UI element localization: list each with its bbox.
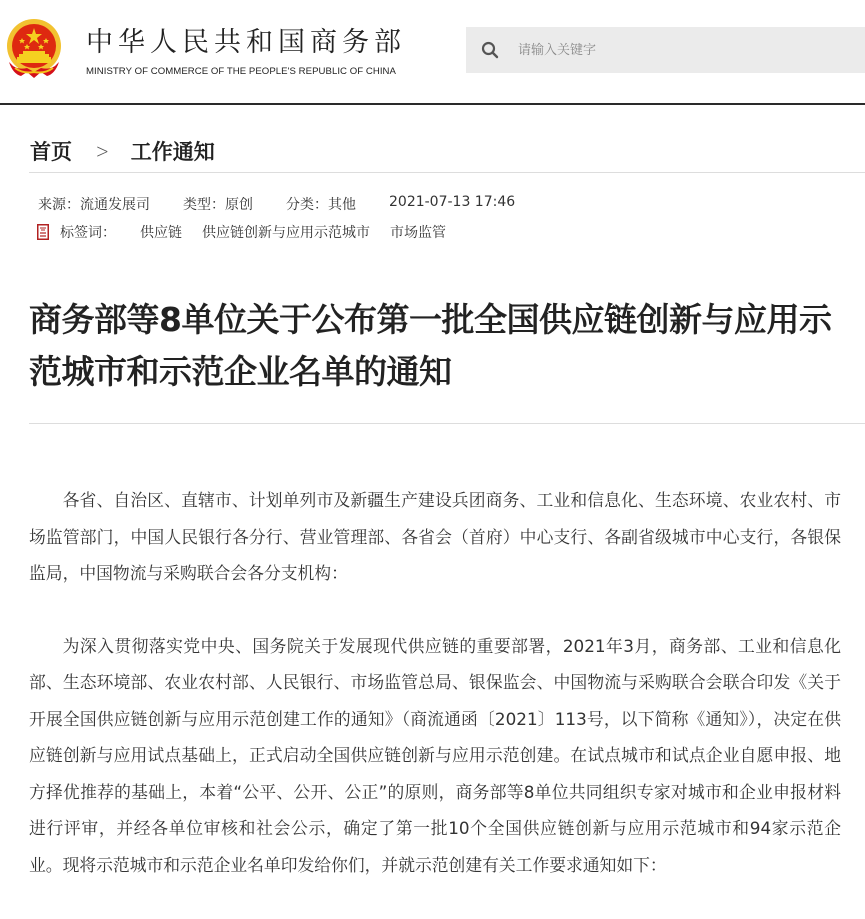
tag-link[interactable]: 供应链 [140,225,182,241]
site-logo-chinese[interactable]: 中华人民共和国商务部 [86,27,406,58]
site-logo-english[interactable]: MINISTRY OF COMMERCE OF THE PEOPLE'S REPUBLIC OF CHINA [86,66,396,77]
tag-link[interactable]: 市场监管 [390,225,446,241]
meta-datetime: 2021-07-13 17:46 [389,194,516,210]
search-input[interactable] [516,42,850,59]
breadcrumb [30,136,215,166]
meta-category: 分类：其他 [286,197,356,213]
meta-source: 来源：流通发展司 [38,197,150,213]
tag-document-icon [37,224,49,240]
article-meta [38,194,515,214]
breadcrumb-current[interactable]: 工作通知 [130,140,215,164]
meta-type: 类型：原创 [183,197,253,213]
breadcrumb-separator-icon: > [95,139,110,163]
breadcrumb-home[interactable]: 首页 [30,140,72,164]
search-icon[interactable] [481,41,499,59]
national-emblem-icon[interactable] [5,18,63,82]
article-paragraph: 为深入贯彻落实党中央、国务院关于发展现代供应链的重要部署，2021年3月，商务部、工业和信息化部、生态环境部、农业农村部、人民银行、市场监管总局、银保监会、中国物流与采购联合会联合印发《关于开展全国供应链创新与应用示范创建工作的通知》（商流通函〔2021〕113号，以下简称《通知》），决定在供应链创新与应用试点基础上，正式启动全国供应链创新与应用示范创建。在试点城市和试点企业自愿申报、地方择优推荐的基础上，本着“公平、公开、公正”的原则，商务部等8单位共同组织专家对城市和企业申报材料进行评审，并经各单位审核和社会公示，确定了第一批10个全国供应链创新与应用示范城市和94家示范企业。现将示范城市和示范企业名单印发给你们，并就示范创建有关工作要求通知如下： [29,635,841,875]
article-title: 商务部等8单位关于公布第一批全国供应链创新与应用示范城市和示范企业名单的通知 [29,300,832,391]
tags-label: 标签词： [60,225,116,241]
search-box[interactable] [466,27,865,73]
tag-link[interactable]: 供应链创新与应用示范城市 [202,225,370,241]
site-header [0,0,865,105]
title-divider [29,423,865,424]
article-paragraph: 各省、自治区、直辖市、计划单列市及新疆生产建设兵团商务、工业和信息化、生态环境、农业农村、市场监管部门，中国人民银行各分行、营业管理部、各省会（首府）中心支行、各副省级城市中心支行，各银保监局，中国物流与采购联合会各分支机构： [29,490,841,583]
breadcrumb-divider [29,172,865,173]
article-body [29,482,841,919]
article-tags [37,222,466,242]
